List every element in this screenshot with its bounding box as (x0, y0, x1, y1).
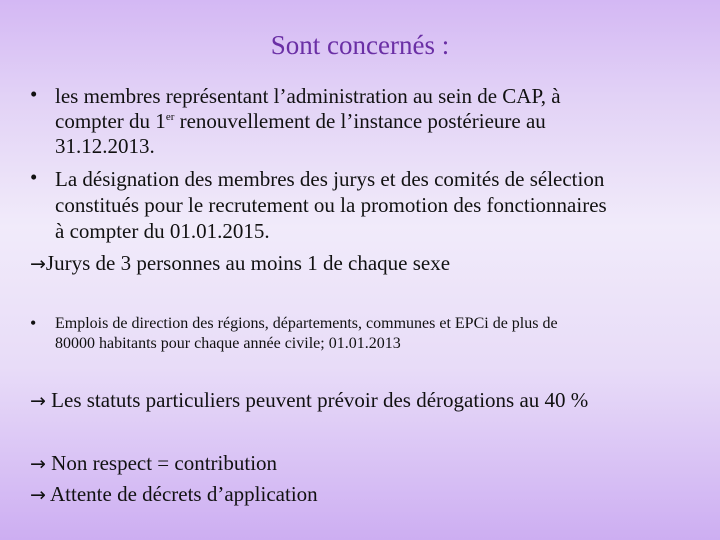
arrow-text: Jurys de 3 personnes au moins 1 de chaque sexe (45, 251, 451, 275)
arrow-line-statuts (30, 388, 588, 413)
arrow-line-contribution (30, 451, 277, 476)
bullet-line: constitués pour le recrutement ou la promotion des fonctionnaires (55, 193, 607, 217)
bullet-text: renouvellement de l’instance postérieure au (174, 109, 546, 133)
arrow-right-icon: → (30, 253, 46, 275)
arrow-line-decrets (30, 482, 318, 507)
bullet-line: La désignation des membres des jurys et des comités de sélection (55, 167, 605, 191)
bullet-marker: • (30, 82, 38, 106)
superscript: er (165, 111, 175, 123)
arrow-right-icon: → (30, 390, 46, 412)
slide-title: Sont concernés : (270, 30, 450, 60)
arrow-line-jurys (30, 251, 450, 276)
bullet-marker: • (30, 313, 37, 333)
bullet-line: à compter du 01.01.2015. (55, 219, 270, 243)
arrow-text: Les statuts particuliers peuvent prévoir des dérogations au 40 % (45, 388, 589, 412)
arrow-text: Non respect = contribution (45, 451, 278, 475)
bullet-line: 80000 habitants pour chaque année civile; 01.01.2013 (55, 335, 401, 352)
bullet-text: compter du 1 (55, 109, 166, 133)
arrow-right-icon: → (30, 484, 46, 506)
arrow-right-icon: → (30, 453, 46, 475)
bullet-line: les membres représentant l’administration au sein de CAP, à (55, 84, 561, 108)
bullet-line (55, 109, 546, 133)
arrow-text: Attente de décrets d’application (45, 482, 318, 506)
bullet-marker: • (30, 165, 38, 189)
bullet-line: 31.12.2013. (55, 134, 155, 158)
bullet-line: Emplois de direction des régions, départements, communes et EPCi de plus de (55, 315, 558, 332)
